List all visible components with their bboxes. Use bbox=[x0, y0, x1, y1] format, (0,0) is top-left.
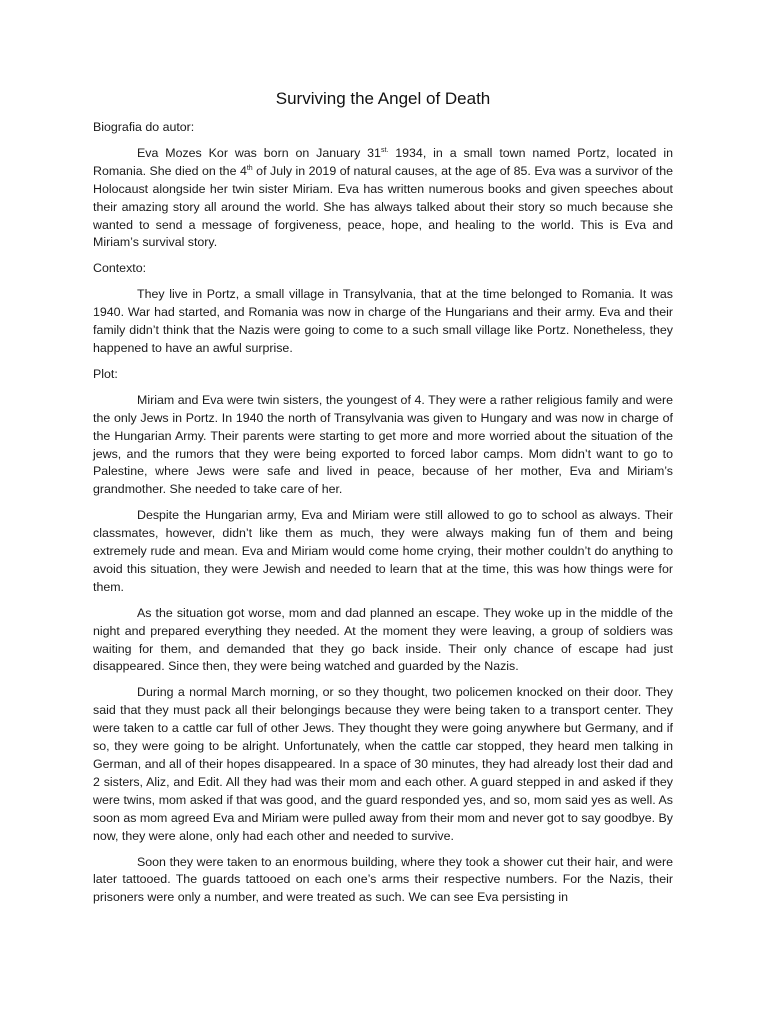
paragraph bbox=[93, 392, 673, 499]
paragraph-text: They live in Portz, a small village in Transylvania, that at the time belonged to Romania. It was 1940. War had started, and Romania was now in charge of the Hungarians and their army. Eva and their family didn’t think that the Nazis were going to come to a such small village like Portz. Nonetheless, they happened to have an awful surprise. bbox=[93, 287, 673, 355]
section-heading: Biografia do autor: bbox=[93, 120, 195, 134]
ordinal-suffix: th bbox=[246, 164, 253, 172]
section-heading: Plot: bbox=[93, 366, 118, 381]
document-page bbox=[93, 88, 673, 915]
document-body bbox=[93, 119, 673, 907]
section-heading: Contexto: bbox=[93, 261, 147, 276]
paragraph-text: of July in 2019 of natural causes, at the age of 85. Eva was a survivor of the Holocaust alongside her twin sister Miriam. Eva has written numerous books and given speeches about their amazing story all around the world. She has always talked about their story so much because she wanted to send a message of forgiveness, peace, hope, and healing to the world. This is Eva and Miriam’s survival story. bbox=[93, 163, 673, 250]
paragraph bbox=[93, 145, 673, 252]
paragraph-text: Miriam and Eva were twin sisters, the youngest of 4. They were a rather religious family and were the only Jews in Portz. In 1940 the north of Transylvania was given to Hungary and was now in charge of the Hungarian Army. Their parents were starting to get more and more worried about the situation of the jews, and the rumors that they were being exported to forced labor camps. Mom didn’t want to go to Palestine, where Jews were safe and lived in peace, because of her mother, Eva and Miriam’s grandmother. She needed to take care of her. bbox=[93, 392, 673, 497]
paragraph-text: During a normal March morning, or so they thought, two policemen knocked on their door. They said that they must pack all their belongings because they were being taken to a transport center. They were taken to a cattle car full of other Jews. They thought they were going anywhere but Germany, and if so, they were going to be alright. Unfortunately, when the cattle car stopped, they heard men talking in German, and all of their hopes disappeared. In a space of 30 minutes, they had already lost their dad and 2 sisters, Aliz, and Edit. All they had was their mom and each other. A guard stepped in and asked if they were twins, mom asked if that was good, and the guard responded yes, and so, mom said yes as well. As soon as mom agreed Eva and Miriam were pulled away from their mom and never got to say goodbye. By now, they were alone, only had each other and needed to survive. bbox=[93, 685, 673, 843]
paragraph-text: Soon they were taken to an enormous building, where they took a shower cut their hair, and were later tattooed. The guards tattooed on each one’s arms their respective numbers. For the Nazis, their prisoners were only a number, and were treated as such. We can see Eva persisting in bbox=[93, 854, 673, 905]
ordinal-suffix: st. bbox=[380, 146, 389, 154]
paragraph-text: Despite the Hungarian army, Eva and Miriam were still allowed to go to school as always. Their classmates, however, didn’t like them as much, they were always making fun of them and being extremely rude and mean. Eva and Miriam would come home crying, their mother couldn’t do anything to avoid this situation, they were Jewish and needed to learn that at the time, this was how things were for them. bbox=[93, 508, 673, 594]
paragraph-text: Eva Mozes Kor was born on January 31 bbox=[137, 145, 381, 160]
paragraph bbox=[93, 605, 673, 677]
paragraph bbox=[93, 854, 673, 908]
paragraph bbox=[93, 684, 673, 845]
paragraph bbox=[93, 286, 673, 358]
paragraph bbox=[93, 507, 673, 597]
paragraph-text: 1934, in a small town named Portz, located in Romania. She died on the 4 bbox=[93, 145, 673, 178]
paragraph-text: As the situation got worse, mom and dad planned an escape. They woke up in the middle of the night and prepared everything they needed. At the moment they were leaving, a group of soldiers was waiting for them, and demanded that they go back inside. Their only chance of escape had just disappeared. Since then, they were being watched and guarded by the Nazis. bbox=[93, 605, 673, 674]
document-title: Surviving the Angel of Death bbox=[275, 89, 491, 108]
